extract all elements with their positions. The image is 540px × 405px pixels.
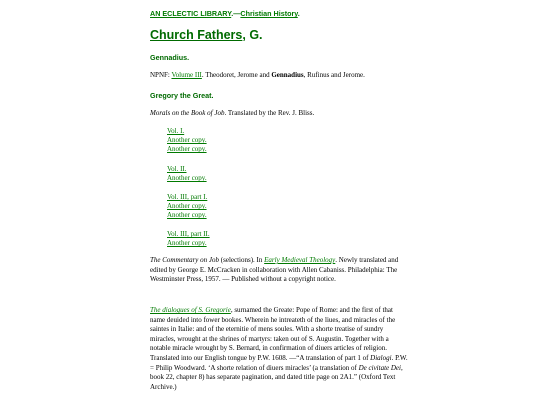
dialogues-text-3: , book 22, chapter 8) has separate pagination, and dated title page on 2A1.” (Oxford Text Archive.)	[150, 363, 403, 391]
npnf-bold: Gennadius	[271, 71, 304, 79]
early-medieval-theology-link[interactable]: Early Medieval Theology	[264, 256, 336, 264]
dialogues-link[interactable]: The dialogues of S. Gregorie	[150, 306, 231, 314]
page-title	[150, 28, 263, 42]
vol2-link[interactable]: Vol. II.	[167, 165, 187, 173]
breadcrumb-end: .	[297, 9, 300, 18]
vol3-part1-link[interactable]: Vol. III, part I.	[167, 193, 208, 201]
commentary-text-2: . Newly translated and edited by George E. McCracken in collaboration with Allen Cabaniss. Philadelphia: The Westminster Press, 1957. — Published without a copyright notice.	[150, 256, 399, 284]
morals-line	[150, 109, 408, 119]
breadcrumb-separator: .—	[231, 9, 241, 18]
npnf-prefix: NPNF:	[150, 71, 172, 79]
vol2-another-copy-link[interactable]: Another copy.	[167, 174, 207, 183]
vol3-part2-link[interactable]: Vol. III, part II.	[167, 230, 210, 238]
heading-gennadius: Gennadius.	[150, 53, 190, 62]
link-group-vol1	[167, 127, 207, 155]
npnf-mid: . Theodoret, Jerome and	[201, 71, 272, 79]
vol3-part1-another-copy-link[interactable]: Another copy.	[167, 211, 207, 220]
breadcrumb	[150, 9, 300, 18]
vol3-part2-another-copy-link[interactable]: Another copy.	[167, 239, 207, 248]
morals-title: Morals on the Book of Job	[150, 109, 225, 117]
commentary-paragraph	[150, 256, 408, 285]
dialogues-text-2: . P.W. = Philip Woodward. ‘A shorte relation of diuers miracles’ (a translation of	[150, 353, 408, 372]
commentary-text-1: (selections). In	[219, 256, 265, 264]
dialogues-text-1: , surnamed the Greate: Pope of Rome: and the first of that name deuided into fower bookes. Wherein he intreateth of the liues, and miracles of the saintes in Italie: and of the eternitie of mens soules. With a shorte treatise of sundry miracles, wrought at the shrines of martyrs: taken out of S. Augustin. Together with a notable miracle wrought by S. Bernard, in confirmation of diuers articles of religion. Translated into our English tongue by P.W. 1608. —“A translation of part 1 of	[150, 306, 396, 362]
page-title-suffix: , G.	[242, 28, 263, 42]
dialogues-paragraph	[150, 306, 408, 392]
morals-rest: . Translated by the Rev. J. Bliss.	[224, 109, 315, 117]
link-group-vol3-part1	[167, 193, 207, 221]
breadcrumb-section-link[interactable]: Christian History	[240, 9, 298, 18]
commentary-title: The Commentary on Job	[150, 256, 220, 264]
page-title-link[interactable]: Church Fathers	[150, 28, 243, 42]
vol1-link[interactable]: Vol. I.	[167, 127, 185, 135]
link-group-vol3-part2	[167, 230, 210, 248]
breadcrumb-library-link[interactable]: AN ECLECTIC LIBRARY	[150, 9, 232, 18]
vol3-part1-another-copy-link[interactable]: Another copy.	[167, 202, 207, 211]
heading-gregory: Gregory the Great.	[150, 91, 214, 100]
dialogues-italic-1: Dialogi	[370, 353, 392, 362]
link-group-vol2	[167, 165, 207, 183]
npnf-line	[150, 71, 408, 81]
dialogues-italic-2: De civitate Dei	[358, 363, 401, 372]
npnf-volume-link[interactable]: Volume III	[171, 71, 202, 79]
vol1-another-copy-link[interactable]: Another copy.	[167, 136, 207, 145]
npnf-end: , Rufinus and Jerome.	[303, 71, 365, 79]
vol1-another-copy-link[interactable]: Another copy.	[167, 145, 207, 154]
